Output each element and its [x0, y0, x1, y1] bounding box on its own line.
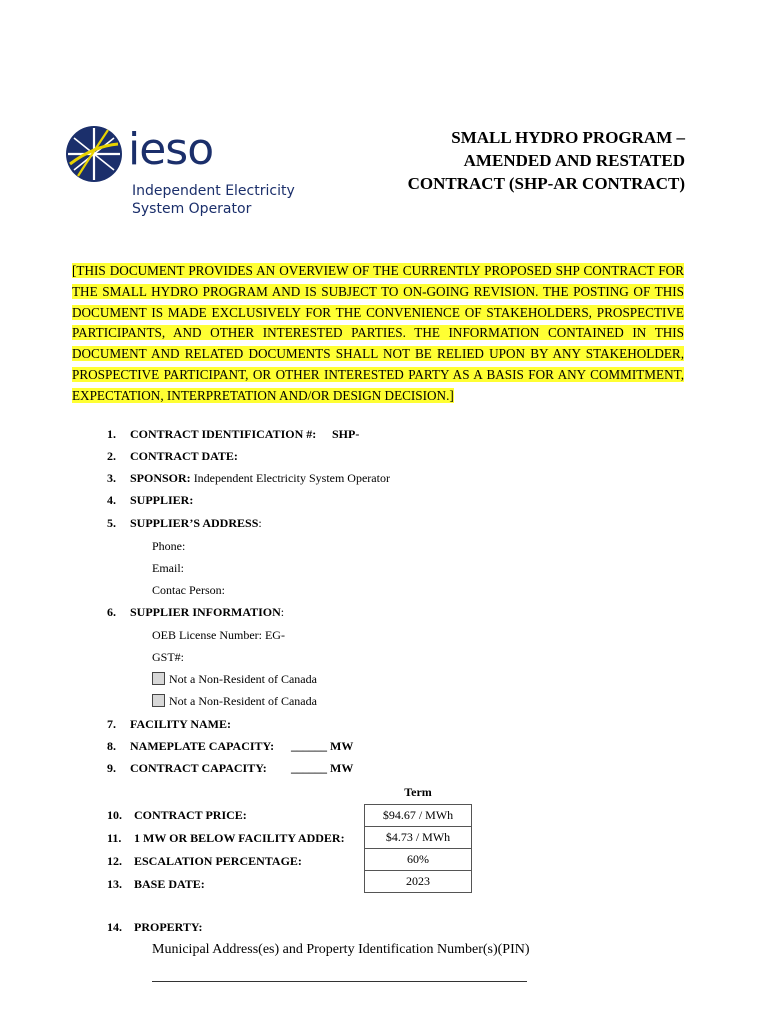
item-suffix: : — [258, 516, 262, 530]
facility-adder-cell: $4.73 / MWh — [365, 827, 472, 849]
item-sponsor — [107, 471, 390, 486]
item-contract-date — [107, 449, 238, 464]
item-supplier-information — [107, 605, 285, 620]
address-email: Email: — [152, 561, 184, 575]
nameplate-capacity-value: ______ MW — [291, 739, 354, 753]
title-line-2: AMENDED AND RESTATED — [463, 151, 685, 170]
item-label: CONTRACT PRICE: — [134, 808, 247, 822]
item-label: 1 MW OR BELOW FACILITY ADDER: — [134, 831, 345, 845]
municipal-address-blank-line — [152, 981, 527, 982]
non-resident-checkbox-row-2 — [152, 694, 317, 709]
item-number: 3. — [107, 471, 116, 485]
item-base-date — [107, 877, 205, 892]
item-contract-capacity — [107, 761, 354, 776]
checkbox-label: Not a Non-Resident of Canada — [169, 694, 317, 708]
logo-wordmark: ieso — [128, 124, 214, 175]
item-number: 5. — [107, 516, 116, 530]
address-phone: Phone: — [152, 539, 186, 553]
non-resident-checkbox-row-1 — [152, 672, 317, 687]
item-number: 4. — [107, 493, 116, 507]
contract-id-value: SHP- — [332, 427, 360, 441]
item-label: FACILITY NAME: — [130, 717, 231, 731]
item-suffix: : — [280, 605, 285, 619]
item-label: SUPPLIER INFORMATION — [130, 605, 281, 619]
item-number: 8. — [107, 739, 116, 753]
item-number: 13. — [107, 877, 122, 891]
item-label: SUPPLIER’S ADDRESS — [130, 516, 259, 530]
item-facility-name — [107, 717, 231, 732]
item-contract-identification — [107, 427, 360, 442]
item-number: 11. — [107, 831, 122, 845]
contract-capacity-value: ______ MW — [291, 761, 354, 775]
checkbox[interactable] — [152, 694, 165, 707]
item-escalation-percentage — [107, 854, 302, 869]
item-label: SPONSOR: — [130, 471, 191, 485]
municipal-address-label: Municipal Address(es) and Property Identification Number(s)(PIN) — [152, 942, 530, 957]
title-line-1: SMALL HYDRO PROGRAM – — [451, 128, 685, 147]
item-supplier-address — [107, 516, 262, 531]
item-number: 14. — [107, 920, 122, 934]
item-label: ESCALATION PERCENTAGE: — [134, 854, 302, 868]
item-property — [107, 920, 203, 935]
item-supplier — [107, 493, 194, 508]
checkbox-label: Not a Non-Resident of Canada — [169, 672, 317, 686]
item-number: 1. — [107, 427, 116, 441]
item-number: 10. — [107, 808, 122, 822]
document-title — [355, 126, 685, 195]
title-line-3: CONTRACT (SHP-AR CONTRACT) — [407, 174, 685, 193]
escalation-percentage-cell: 60% — [365, 849, 472, 871]
sponsor-value: Independent Electricity System Operator — [193, 471, 390, 485]
item-nameplate-capacity — [107, 739, 354, 754]
item-label: BASE DATE: — [134, 877, 205, 891]
item-label: CONTRACT DATE: — [130, 449, 238, 463]
item-number: 9. — [107, 761, 116, 775]
contract-price-cell: $94.67 / MWh — [365, 805, 472, 827]
term-table — [364, 780, 472, 893]
logo-tagline-line2: System Operator — [132, 201, 252, 217]
item-contract-price — [107, 808, 247, 823]
oeb-license-number: OEB License Number: EG- — [152, 628, 285, 642]
item-label: NAMEPLATE CAPACITY: — [130, 739, 275, 753]
item-number: 2. — [107, 449, 116, 463]
address-contact-person: Contac Person: — [152, 583, 225, 597]
highlighted-disclaimer-text: [THIS DOCUMENT PROVIDES AN OVERVIEW OF THE CURRENTLY PROPOSED SHP CONTRACT FOR THE SMALL HYDRO PROGRAM AND IS SUBJECT TO ON-GOING REVISION. THE POSTING OF THIS DOCUMENT IS MADE EXCLUSIVELY FOR THE CONVENIENCE OF STAKEHOLDERS, PROSPECTIVE PARTICIPANTS, AND OTHER INTERESTED PARTIES. THE INFORMATION CONTAINED IN THIS DOCUMENT AND RELATED DOCUMENTS SHALL NOT BE RELIED UPON BY ANY STAKEHOLDER, PROSPECTIVE PARTICIPANT, OR OTHER INTERESTED PARTY AS A BASIS FOR ANY COMMITMENT, EXPECTATION, INTERPRETATION AND/OR DESIGN DECISION.] — [72, 263, 684, 403]
disclaimer-notice — [72, 261, 684, 407]
base-date-cell: 2023 — [365, 871, 472, 893]
logo-tagline-line1: Independent Electricity — [132, 183, 295, 199]
gst-number: GST#: — [152, 650, 185, 664]
term-header: Term — [365, 780, 472, 805]
item-number: 12. — [107, 854, 122, 868]
item-label: PROPERTY: — [134, 920, 203, 934]
item-facility-adder — [107, 831, 345, 846]
globe-icon — [64, 124, 124, 184]
item-label: CONTRACT CAPACITY: — [130, 761, 267, 775]
item-number: 7. — [107, 717, 116, 731]
ieso-logo — [64, 122, 304, 222]
checkbox[interactable] — [152, 672, 165, 685]
item-label: SUPPLIER: — [130, 493, 194, 507]
item-number: 6. — [107, 605, 116, 619]
item-label: CONTRACT IDENTIFICATION #: — [130, 427, 317, 441]
